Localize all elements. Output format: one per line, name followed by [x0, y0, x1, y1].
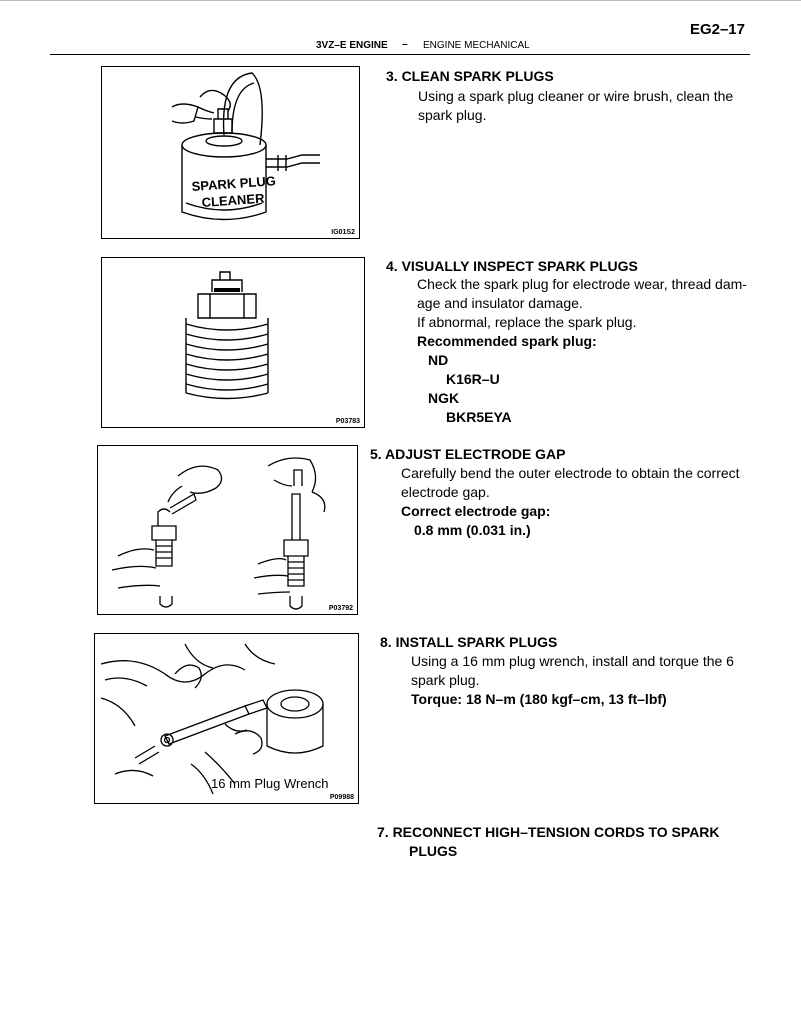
- part-nd: K16R–U: [446, 371, 500, 387]
- top-border: [0, 0, 801, 1]
- step-body-clean: [418, 87, 733, 125]
- body-line: electrode gap.: [401, 484, 490, 500]
- page-number: EG2–17: [689, 21, 745, 38]
- header-section: ENGINE MECHANICAL: [423, 40, 530, 51]
- part-ngk: BKR5EYA: [446, 409, 512, 425]
- body-line: spark plug.: [411, 672, 480, 688]
- step-title-reconnect: 7. RECONNECT HIGH–TENSION CORDS TO SPARK: [377, 824, 720, 840]
- figure-spark-plug-inspect: [101, 257, 365, 428]
- brand-ngk: NGK: [428, 390, 460, 406]
- plug-wrench-illustration: [95, 634, 358, 803]
- figure-cleaner-text-2: CLEANER: [201, 190, 265, 210]
- body-line: Check the spark plug for electrode wear, thread dam-: [417, 276, 747, 292]
- step-body-adjust: [401, 464, 740, 521]
- spark-plug-cleaner-illustration: [102, 67, 359, 238]
- recommended-label: Recommended spark plug:: [417, 333, 597, 349]
- figure-adjust-gap: [97, 445, 358, 615]
- figure-code: P09988: [329, 794, 354, 801]
- step-title-install: 8. INSTALL SPARK PLUGS: [380, 634, 558, 650]
- gap-label: Correct electrode gap:: [401, 503, 551, 519]
- step-title-inspect: 4. VISUALLY INSPECT SPARK PLUGS: [386, 258, 638, 274]
- body-line: Carefully bend the outer electrode to obtain the correct: [401, 465, 740, 481]
- brand-nd: ND: [428, 352, 449, 368]
- step-body-inspect: [417, 275, 747, 351]
- figure-wrench-label: 16 mm Plug Wrench: [211, 776, 329, 791]
- figure-code: P03783: [335, 418, 360, 425]
- body-line: Using a 16 mm plug wrench, install and torque the 6: [411, 653, 734, 669]
- figure-code: P03792: [328, 605, 353, 612]
- header-rule: [50, 54, 750, 55]
- header-engine: 3VZ–E ENGINE: [316, 40, 388, 51]
- body-line: age and insulator damage.: [417, 295, 583, 311]
- figure-cleaner-text-1: SPARK PLUG: [191, 173, 277, 194]
- header-dash: –: [402, 39, 408, 50]
- body-line: Using a spark plug cleaner or wire brush, clean the: [418, 88, 734, 104]
- step-body-install: [411, 652, 734, 709]
- step-title-reconnect-cont: PLUGS: [409, 843, 458, 859]
- spark-plug-illustration: [102, 258, 364, 427]
- figure-code: IG01S2: [331, 229, 355, 236]
- gap-value: 0.8 mm (0.031 in.): [414, 522, 531, 538]
- figure-install-spark-plugs: [94, 633, 359, 804]
- torque-spec: Torque: 18 N–m (180 kgf–cm, 13 ft–lbf): [411, 691, 667, 707]
- step-title-adjust: 5. ADJUST ELECTRODE GAP: [370, 446, 566, 462]
- body-line: If abnormal, replace the spark plug.: [417, 314, 637, 330]
- figure-spark-plug-cleaner: [101, 66, 360, 239]
- adjust-gap-illustration: [98, 446, 357, 614]
- body-line: spark plug.: [418, 107, 487, 123]
- step-title-clean: 3. CLEAN SPARK PLUGS: [386, 68, 554, 84]
